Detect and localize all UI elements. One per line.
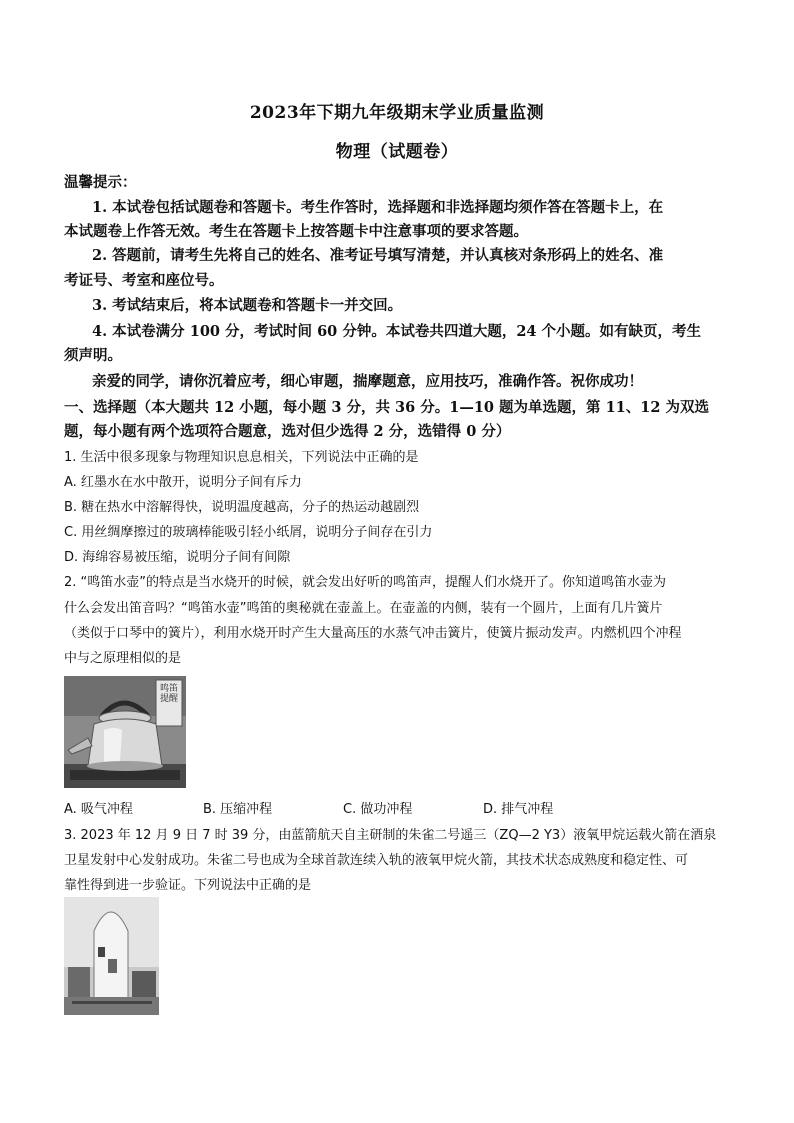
notice-line: 考证号、考室和座位号。 — [64, 272, 224, 289]
rocket-photo — [64, 897, 159, 1015]
notice-line: 3. 考试结束后，将本试题卷和答题卡一并交回。 — [92, 297, 403, 314]
question-1-option-b: B. 糖在热水中溶解得快，说明温度越高，分子的热运动越剧烈 — [64, 500, 420, 515]
notice-line: 须声明。 — [64, 347, 122, 364]
question-1-option-d: D. 海绵容易被压缩，说明分子间有间隙 — [64, 550, 291, 565]
kettle-photo — [64, 676, 186, 788]
question-3-stem: 卫星发射中心发射成功。朱雀二号也成为全球首款连续入轨的液氧甲烷火箭，其技术状态成熟度和稳定性、可 — [64, 853, 689, 868]
kettle-photo-caption: 鸣笛提醒 — [160, 684, 179, 704]
rocket-illustration — [64, 897, 159, 1015]
section-heading: 一、选择题（本大题共 12 小题，每小题 3 分，共 36 分。1—10 题为单选题，第 11、12 为双选 — [64, 399, 709, 416]
question-1-option-c: C. 用丝绸摩擦过的玻璃棒能吸引轻小纸屑，说明分子间存在引力 — [64, 525, 433, 540]
question-2-option-d: D. 排气冲程 — [483, 802, 554, 817]
notice-heading: 温馨提示： — [64, 174, 137, 191]
question-3-stem: 靠性得到进一步验证。下列说法中正确的是 — [64, 878, 312, 893]
question-2-stem: 什么会发出笛音吗？“鸣笛水壶”鸣笛的奥秘就在壶盖上。在壶盖的内侧，装有一个圆片，上面有几片簧片 — [64, 601, 663, 616]
question-2-stem: 2. “鸣笛水壶”的特点是当水烧开的时候，就会发出好听的鸣笛声，提醒人们水烧开了。你知道鸣笛水壶为 — [64, 575, 667, 590]
exam-subtitle: 物理（试题卷） — [335, 142, 459, 162]
question-2-stem: 中与之原理相似的是 — [64, 651, 182, 666]
question-3-stem: 3. 2023 年 12 月 9 日 7 时 39 分，由蓝箭航天自主研制的朱雀二号遥三（ZQ—2 Y3）液氧甲烷运载火箭在酒泉 — [64, 828, 717, 843]
notice-line: 1. 本试卷包括试题卷和答题卡。考生作答时，选择题和非选择题均须作答在答题卡上，在 — [92, 199, 664, 216]
question-1-stem: 1. 生活中很多现象与物理知识息息相关，下列说法中正确的是 — [64, 450, 419, 465]
question-2-option-a: A. 吸气冲程 — [64, 802, 133, 817]
exam-title: 2023年下期九年级期末学业质量监测 — [249, 103, 545, 123]
question-2-option-b: B. 压缩冲程 — [203, 802, 273, 817]
section-heading: 题，每小题有两个选项符合题意，选对但少选得 2 分，选错得 0 分） — [64, 423, 511, 440]
notice-line: 本试题卷上作答无效。考生在答题卡上按答题卡中注意事项的要求答题。 — [64, 223, 528, 240]
notice-line: 4. 本试卷满分 100 分，考试时间 60 分钟。本试卷共四道大题，24 个小题。如有缺页，考生 — [92, 323, 702, 340]
encouragement: 亲爱的同学，请你沉着应考，细心审题，揣摩题意，应用技巧，准确作答。祝你成功！ — [92, 373, 643, 390]
question-2-stem: （类似于口琴中的簧片），利用水烧开时产生大量高压的水蒸气冲击簧片，使簧片振动发声。内燃机四个冲程 — [64, 626, 682, 641]
question-2-option-c: C. 做功冲程 — [343, 802, 413, 817]
question-1-option-a: A. 红墨水在水中散开，说明分子间有斥力 — [64, 475, 302, 490]
notice-line: 2. 答题前，请考生先将自己的姓名、准考证号填写清楚，并认真核对条形码上的姓名、准 — [92, 247, 664, 264]
